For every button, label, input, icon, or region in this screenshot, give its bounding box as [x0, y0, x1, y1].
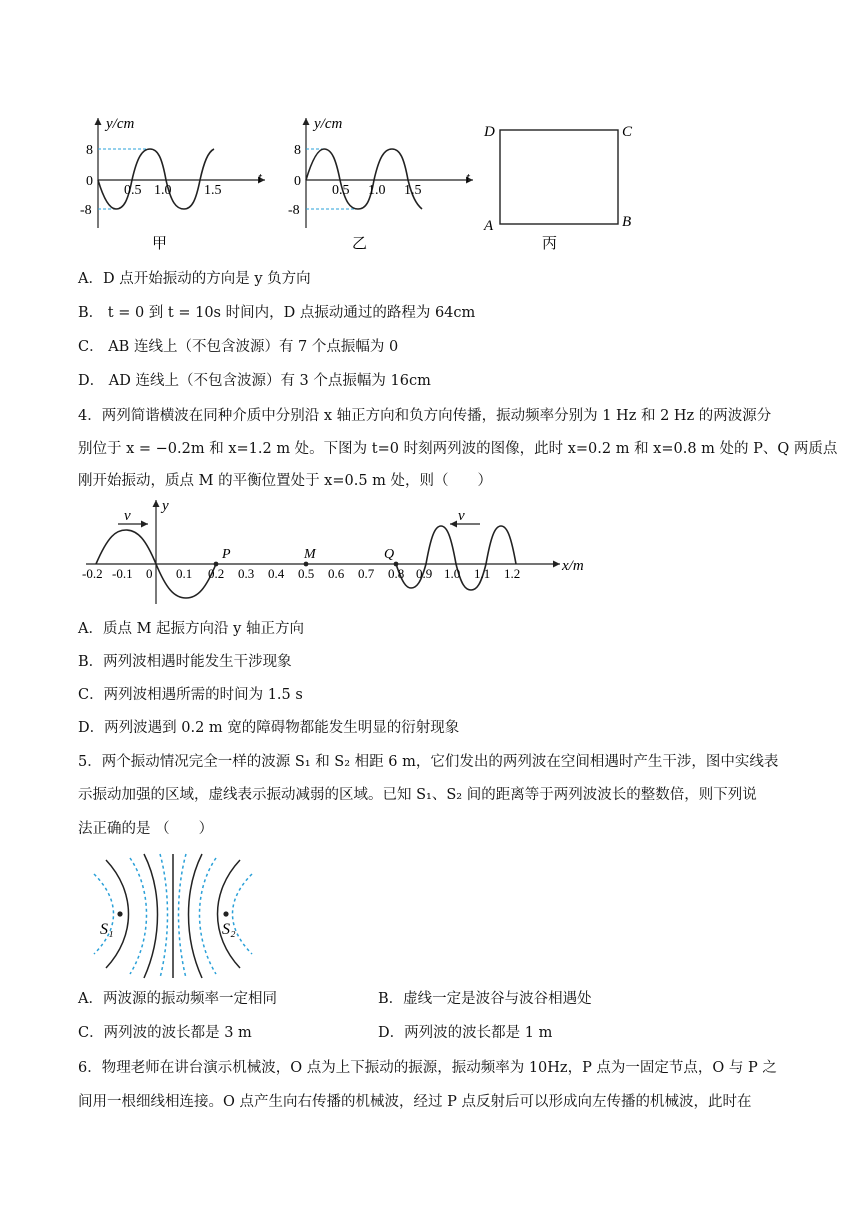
- q3-option-c: C． AB 连线上（不包含波源）有 7 个点振幅为 0: [78, 339, 399, 355]
- jia-caption: 甲: [152, 234, 168, 252]
- q5-option-c: C．两列波的波长都是 3 m: [78, 1025, 252, 1041]
- label-s1: S₁: [100, 921, 114, 938]
- q4-tick: 0.6: [328, 566, 345, 581]
- q4-text-3: 刚开始振动，质点 M 的平衡位置处于 x=0.5 m 处，则（ ）: [78, 473, 493, 489]
- source-s1: [117, 911, 122, 916]
- q5-option-b: B．虚线一定是波谷与波谷相遇处: [378, 991, 592, 1007]
- yi-xtick: 1.0: [368, 183, 386, 198]
- yi-t-label: t: [466, 171, 470, 186]
- q4-tick: 0.2: [208, 566, 225, 581]
- figure-bing: [480, 116, 640, 252]
- q4-tick: -0.2: [82, 566, 103, 581]
- q4-option-a: A．质点 M 起振方向沿 y 轴正方向: [78, 621, 304, 637]
- yi-wave: [306, 149, 422, 209]
- q4-v-left: v: [124, 508, 131, 524]
- q4-y-label: y: [162, 498, 169, 514]
- q5-text-2: 示振动加强的区域，虚线表示振动减弱的区域。已知 S₁、S₂ 间的距离等于两列波波长的整数倍，则下列说: [78, 787, 757, 803]
- q5-text-3: 法正确的是 （ ）: [78, 821, 214, 837]
- q3-option-d: D． AD 连线上（不包含波源）有 3 个点振幅为 16cm: [78, 373, 431, 389]
- jia-ytick: 8: [86, 143, 93, 158]
- source-s2: [223, 911, 228, 916]
- jia-xtick: 0.5: [124, 183, 142, 198]
- q4-option-d: D．两列波遇到 0.2 m 宽的障碍物都能发生明显的衍射现象: [78, 720, 460, 736]
- q5-option-d: D．两列波的波长都是 1 m: [378, 1025, 553, 1041]
- q4-tick: 0.4: [268, 566, 285, 581]
- yi-y-label: y/cm: [314, 116, 343, 132]
- q5-option-a: A．两波源的振动频率一定相同: [78, 991, 277, 1007]
- jia-y-label: y/cm: [106, 116, 135, 132]
- q4-tick: -0.1: [112, 566, 133, 581]
- q4-tick: 0.9: [416, 566, 433, 581]
- yi-ytick: -8: [288, 203, 300, 218]
- q4-x-label: x/m: [562, 558, 584, 574]
- corner-d: D: [484, 124, 495, 140]
- q4-option-c: C．两列波相遇所需的时间为 1.5 s: [78, 687, 303, 703]
- q4-tick: 1.2: [504, 566, 521, 581]
- figure-yi: [288, 112, 478, 252]
- q4-tick: 0.7: [358, 566, 375, 581]
- jia-ytick: 0: [86, 174, 93, 189]
- jia-xtick: 1.5: [204, 183, 222, 198]
- q6-text-1: 6．物理老师在讲台演示机械波，O 点为上下振动的振源，振动频率为 10Hz，P 点为一固定节点，O 与 P 之: [78, 1060, 777, 1076]
- yi-caption: 乙: [352, 234, 368, 252]
- q5-text-1: 5．两个振动情况完全一样的波源 S₁ 和 S₂ 相距 6 m，它们发出的两列波在空间相遇时产生干涉，图中实线表: [78, 754, 779, 770]
- q4-wave-figure: [78, 496, 598, 608]
- q4-tick: 0.3: [238, 566, 255, 581]
- figure-jia: [80, 112, 270, 252]
- jia-wave: [98, 149, 214, 209]
- yi-xtick: 1.5: [404, 183, 422, 198]
- q4-tick: 0: [146, 566, 153, 581]
- q4-label-q: Q: [384, 547, 395, 562]
- q4-label-m: M: [304, 547, 316, 562]
- q4-tick: 0.5: [298, 566, 315, 581]
- q3-option-b: B． t = 0 到 t = 10s 时间内，D 点振动通过的路程为 64cm: [78, 305, 476, 321]
- q4-text-2: 别位于 x = −0.2m 和 x=1.2 m 处。下图为 t=0 时刻两列波的图像，此时 x=0.2 m 和 x=0.8 m 处的 P、Q 两质点: [78, 441, 838, 457]
- corner-b: B: [622, 214, 632, 230]
- jia-t-label: t: [258, 171, 262, 186]
- corner-a: A: [484, 218, 494, 234]
- q4-tick: 1.0: [444, 566, 461, 581]
- jia-xtick: 1.0: [154, 183, 172, 198]
- q4-label-p: P: [222, 547, 231, 562]
- q3-option-a: A．D 点开始振动的方向是 y 负方向: [78, 271, 311, 287]
- label-s2: S₂: [222, 921, 236, 938]
- q4-tick: 0.1: [176, 566, 193, 581]
- q4-text-1: 4．两列简谐横波在同种介质中分别沿 x 轴正方向和负方向传播，振动频率分别为 1 Hz 和 2 Hz 的两波源分: [78, 408, 772, 424]
- jia-ytick: -8: [80, 203, 92, 218]
- q4-tick: 0.8: [388, 566, 405, 581]
- rectangle-abcd: [500, 130, 618, 224]
- bing-caption: 丙: [542, 234, 558, 252]
- yi-ytick: 8: [294, 143, 301, 158]
- q5-interference-figure: [80, 850, 270, 982]
- q4-tick: 1.1: [474, 566, 491, 581]
- yi-xtick: 0.5: [332, 183, 350, 198]
- q4-option-b: B．两列波相遇时能发生干涉现象: [78, 654, 292, 670]
- q4-v-right: v: [458, 508, 465, 524]
- yi-ytick: 0: [294, 174, 301, 189]
- corner-c: C: [622, 124, 633, 140]
- q6-text-2: 间用一根细线相连接。O 点产生向右传播的机械波，经过 P 点反射后可以形成向左传播的机械波，此时在: [78, 1094, 752, 1110]
